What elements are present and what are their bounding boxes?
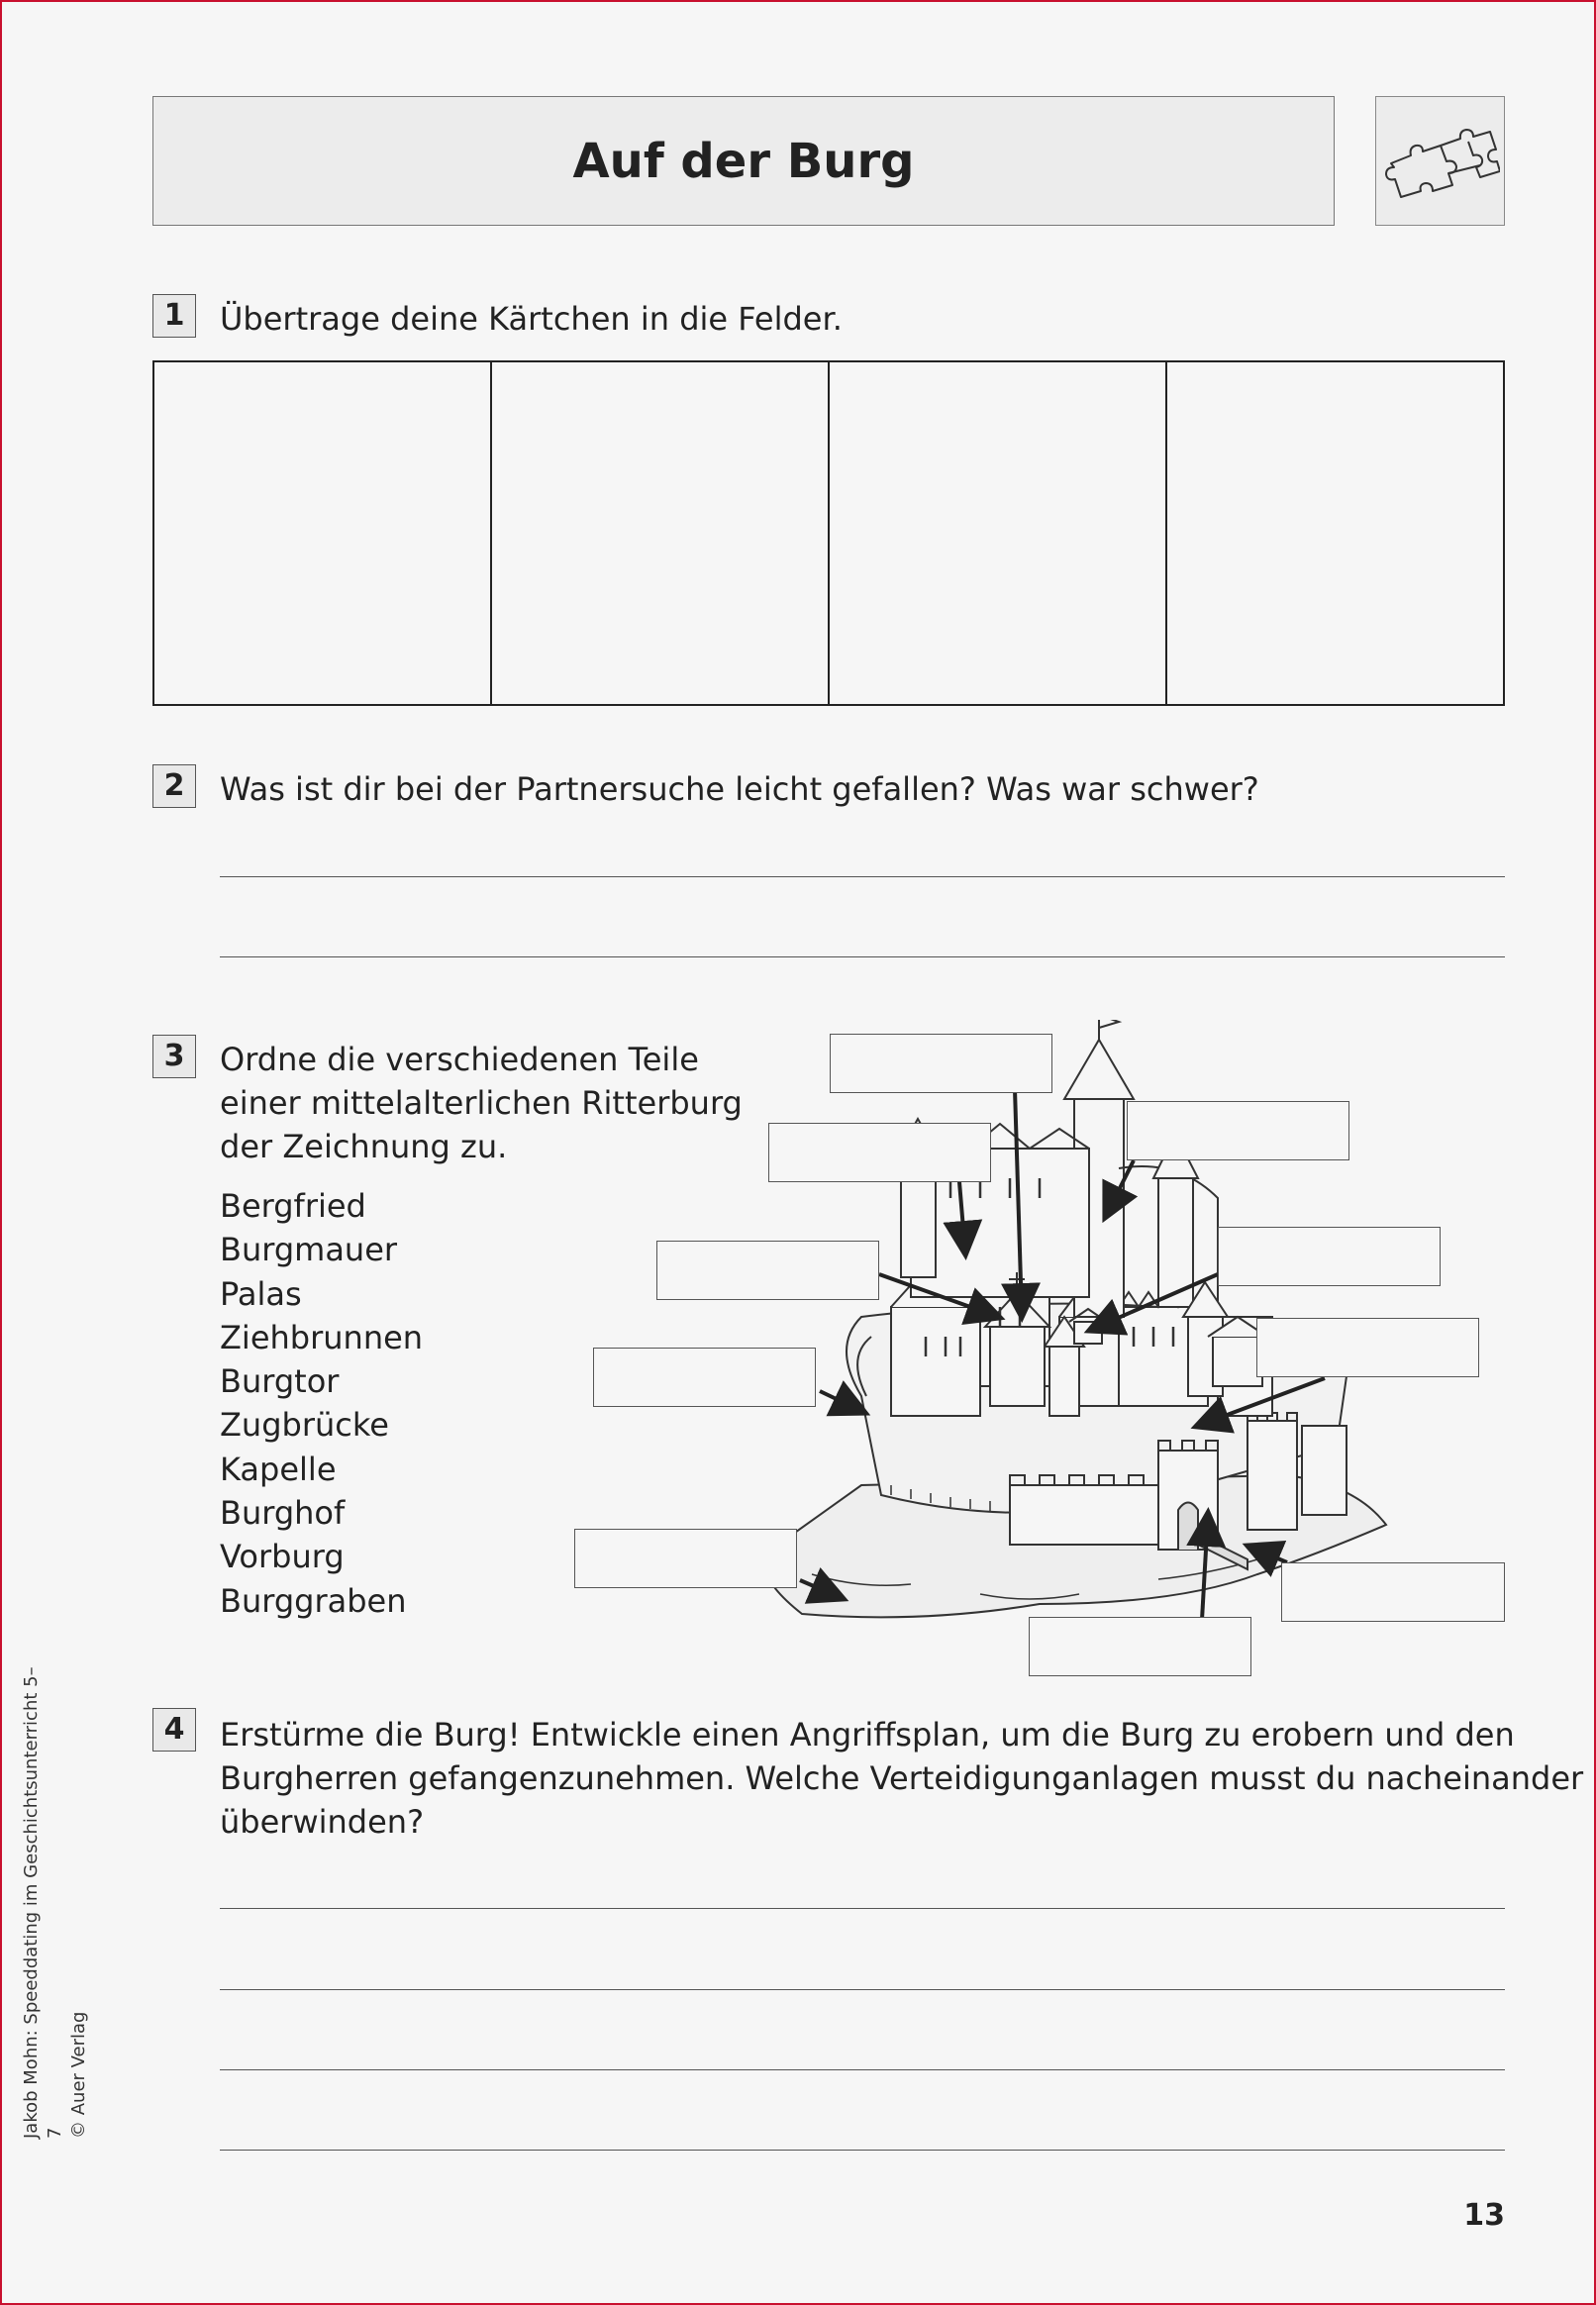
label-box[interactable] — [768, 1123, 991, 1182]
card-field-4[interactable] — [1167, 362, 1503, 704]
task-2-number: 2 — [152, 764, 196, 808]
label-box[interactable] — [574, 1529, 797, 1588]
task-4-line: Burgherren gefangenzunehmen. Welche Verteidigunganlagen musst du nacheinander — [220, 1759, 1584, 1797]
task-1-text: Übertrage deine Kärtchen in die Felder. — [220, 300, 843, 338]
card-fields — [152, 360, 1505, 706]
list-item: Bergfried — [220, 1187, 366, 1225]
answer-line[interactable] — [220, 1908, 1505, 1909]
answer-line[interactable] — [220, 2150, 1505, 2151]
task-4-line: Erstürme die Burg! Entwickle einen Angriffsplan, um die Burg zu erobern und den — [220, 1716, 1515, 1754]
page-title: Auf der Burg — [572, 133, 915, 189]
label-box[interactable] — [830, 1034, 1052, 1093]
task-3-line: Ordne die verschiedenen Teile — [220, 1041, 699, 1078]
task-2-text: Was ist dir bei der Partnersuche leicht gefallen? Was war schwer? — [220, 770, 1259, 808]
puzzle-icon — [1381, 122, 1500, 201]
list-item: Burghof — [220, 1494, 346, 1533]
list-item: Burgmauer — [220, 1231, 398, 1269]
task-3-line: der Zeichnung zu. — [220, 1128, 508, 1165]
page-number: 13 — [1463, 2198, 1505, 2233]
task-4-number: 4 — [152, 1708, 196, 1752]
puzzle-box — [1375, 96, 1505, 226]
label-box[interactable] — [593, 1348, 816, 1407]
label-box[interactable] — [1256, 1318, 1479, 1377]
title-box — [152, 96, 1335, 226]
label-box[interactable] — [1218, 1227, 1441, 1286]
credit-line: © Auer Verlag — [68, 2011, 89, 2139]
label-box[interactable] — [1127, 1101, 1349, 1160]
answer-line[interactable] — [220, 2069, 1505, 2070]
card-field-1[interactable] — [154, 362, 492, 704]
answer-line[interactable] — [220, 956, 1505, 957]
list-item: Ziehbrunnen — [220, 1318, 424, 1356]
list-item: Burgtor — [220, 1362, 340, 1401]
list-item: Palas — [220, 1274, 302, 1313]
credit-line: Jakob Mohn: Speeddating im Geschichtsunterricht 5–7 — [21, 1666, 65, 2139]
side-credit — [20, 1663, 89, 2139]
task-4-text — [220, 1713, 1583, 1844]
task-3-line: einer mittelalterlichen Ritterburg — [220, 1084, 743, 1122]
list-item: Zugbrücke — [220, 1406, 389, 1445]
task-4-line: überwinden? — [220, 1803, 425, 1841]
castle-parts-list — [220, 1184, 423, 1623]
task-1-number: 1 — [152, 294, 196, 338]
label-box[interactable] — [656, 1241, 879, 1300]
card-field-2[interactable] — [492, 362, 830, 704]
list-item: Vorburg — [220, 1538, 345, 1576]
list-item: Burggraben — [220, 1581, 407, 1620]
task-3-number: 3 — [152, 1035, 196, 1078]
label-box[interactable] — [1029, 1617, 1251, 1676]
answer-line[interactable] — [220, 876, 1505, 877]
list-item: Kapelle — [220, 1450, 337, 1488]
card-field-3[interactable] — [830, 362, 1167, 704]
label-box[interactable] — [1281, 1562, 1505, 1622]
answer-line[interactable] — [220, 1989, 1505, 1990]
